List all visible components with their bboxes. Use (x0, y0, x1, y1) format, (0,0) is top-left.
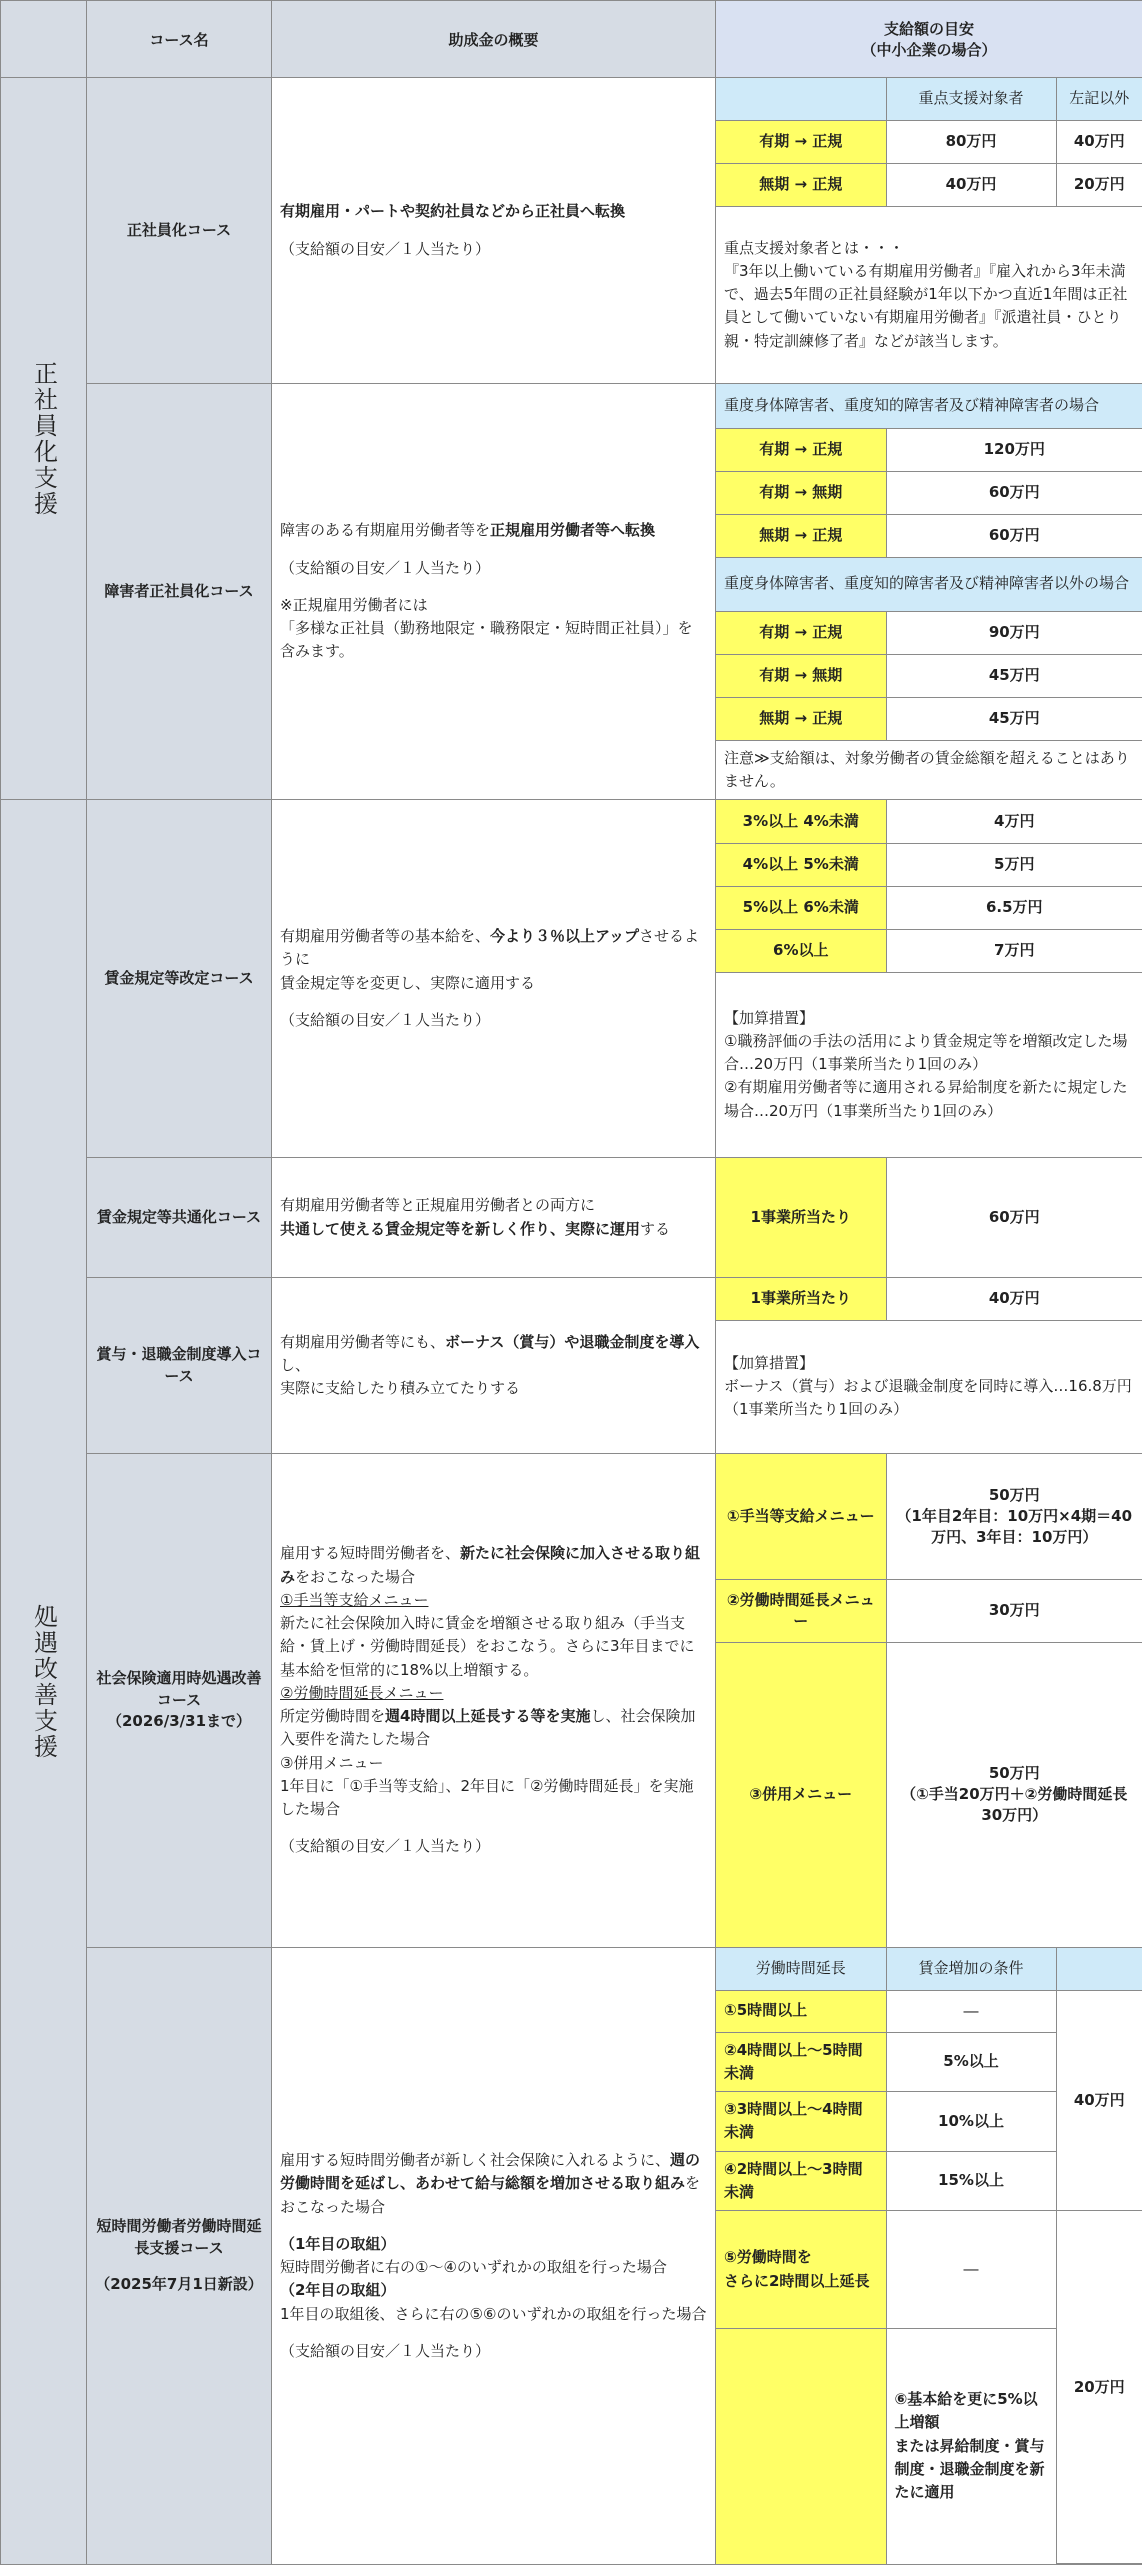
amount: 90万円 (886, 611, 1142, 654)
course-description: 雇用する短時間労働者を、新たに社会保険に加入させる取り組みをおこなった場合 ①手当等支給メニュー 新たに社会保険加入時に賃金を増額させる取り組み（手当支給・賃上げ・労働時間延長）をおこなう。さらに3年目までに基本給を恒常的に18%以上増額する。 ②労働時間延長メニュー 所定労働時間を週4時間以上延長する等を実施し、社会保険加入要件を満たした場合 ③併用メニュー 1年目に「①手当等支給」、2年目に「②労働時間延長」を実施した場合 （支給額の目安／１人当たり） (272, 1454, 716, 1948)
amount: 50万円 （①手当20万円＋②労働時間延長30万円） (886, 1642, 1142, 1947)
course-row-tanjikan (1, 1948, 1142, 2565)
course-row-seishainka (1, 78, 1142, 384)
payment-cell (716, 1948, 1142, 2565)
course-description: 有期雇用労働者等の基本給を、今より３％以上アップさせるように 賃金規定等を変更し、実際に適用する （支給額の目安／１人当たり） (272, 800, 716, 1158)
row-label: ①5時間以上 (716, 1990, 886, 2032)
amount: 30万円 (886, 1579, 1142, 1642)
row-label: 無期 → 正規 (716, 514, 886, 557)
group-heading: 重度身体障害者、重度知的障害者及び精神障害者以外の場合 (716, 557, 1142, 611)
col-priority: 重点支援対象者 (886, 78, 1056, 120)
header-payment-line2: （中小企業の場合） (716, 39, 1142, 60)
amount: 40万円 (886, 1278, 1142, 1320)
amount: 20万円 (1056, 2211, 1142, 2564)
course-name: 賃金規定等共通化コース (87, 1158, 272, 1278)
payment-cell (716, 1158, 1142, 1278)
amount: 60万円 (886, 514, 1142, 557)
row-label: 無期 → 正規 (716, 163, 886, 206)
amount: 6.5万円 (886, 886, 1142, 929)
row-label: 有期 → 無期 (716, 654, 886, 697)
amount: 20万円 (1056, 163, 1142, 206)
course-name: 障害者正社員化コース (87, 384, 272, 800)
payment-table (716, 1454, 1142, 1947)
payment-table (716, 1158, 1142, 1277)
course-row-shogaisha (1, 384, 1142, 800)
course-description: 雇用する短時間労働者が新しく社会保険に入れるように、週の労働時間を延ばし、あわせて給与総額を増加させる取り組みをおこなった場合 （1年目の取組） 短時間労働者に右の①〜④のいずれかの取組を行った場合 （2年目の取組） 1年目の取組後、さらに右の⑤⑥のいずれかの取組を行った場合 （支給額の目安／１人当たり） (272, 1948, 716, 2565)
course-name: 賃金規定等改定コース (87, 800, 272, 1158)
course-name: 短時間労働者労働時間延長支援コース （2025年7月1日新設） (87, 1948, 272, 2565)
payment-table (716, 384, 1142, 799)
row-label: 有期 → 正規 (716, 428, 886, 471)
note: 【加算措置】 ボーナス（賞与）および退職金制度を同時に導入…16.8万円（1事業所当たり1回のみ） (716, 1320, 1142, 1453)
amount: 7万円 (886, 929, 1142, 972)
row-label: ⑤労働時間を さらに2時間以上延長 (716, 2211, 886, 2329)
course-row-kyotsuka (1, 1158, 1142, 1278)
amount: 120万円 (886, 428, 1142, 471)
course-row-shoyo (1, 1278, 1142, 1454)
header-row (1, 1, 1142, 78)
payment-cell (716, 1278, 1142, 1454)
amount: 5万円 (886, 843, 1142, 886)
course-description: 障害のある有期雇用労働者等を正規雇用労働者等へ転換 （支給額の目安／１人当たり） ※正規雇用労働者には 「多様な正社員（勤務地限定・職務限定・短時間正社員）」を含みます。 (272, 384, 716, 800)
note: 【加算措置】 ①職務評価の手法の活用により賃金規定等を増額改定した場合…20万円（1事業所当たり1回のみ） ②有期雇用労働者等に適用される昇給制度を新たに規定した場合…20万円（1事業所当たり1回のみ） (716, 972, 1142, 1157)
note: 重点支援対象者とは・・・ 『3年以上働いている有期雇用労働者』『雇入れから3年未満で、過去5年間の正社員経験が1年以下かつ直近1年間は正社員として働いていない有期雇用労働者』『派遣社員・ひとり親・特定訓練修了者』などが該当します。 (716, 206, 1142, 383)
header-blank (1, 1, 87, 78)
row-label: ②4時間以上〜5時間未満 (716, 2032, 886, 2092)
header-course-name: コース名 (87, 1, 272, 78)
col-other: 左記以外 (1056, 78, 1142, 120)
row-label: ②労働時間延長メニュー (716, 1579, 886, 1642)
course-row-chingin-kaitei (1, 800, 1142, 1158)
amount: 45万円 (886, 654, 1142, 697)
header-payment (716, 1, 1142, 78)
course-row-shakaihoken (1, 1454, 1142, 1948)
condition: ― (886, 2211, 1056, 2329)
group-heading: 重度身体障害者、重度知的障害者及び精神障害者の場合 (716, 384, 1142, 428)
row-label: ③3時間以上〜4時間未満 (716, 2092, 886, 2152)
course-description: 有期雇用労働者等と正規雇用労働者との両方に 共通して使える賃金規定等を新しく作り、実際に運用する (272, 1158, 716, 1278)
row-label: 有期 → 正規 (716, 120, 886, 163)
row-label: ③併用メニュー (716, 1642, 886, 1947)
course-name: 賞与・退職金制度導入コース (87, 1278, 272, 1454)
payment-cell (716, 78, 1142, 384)
course-description: 有期雇用労働者等にも、ボーナス（賞与）や退職金制度を導入し、 実際に支給したり積み立てたりする (272, 1278, 716, 1454)
row-label: 5%以上 6%未満 (716, 886, 886, 929)
payment-cell (716, 1454, 1142, 1948)
row-label: 1事業所当たり (716, 1278, 886, 1320)
condition: 10%以上 (886, 2092, 1056, 2152)
amount: 60万円 (886, 1158, 1142, 1277)
row-label: 無期 → 正規 (716, 697, 886, 740)
amount: 80万円 (886, 120, 1056, 163)
condition: 15%以上 (886, 2151, 1056, 2211)
row-label: 4%以上 5%未満 (716, 843, 886, 886)
payment-table (716, 1278, 1142, 1453)
note: 注意≫支給額は、対象労働者の賃金総額を超えることはありません。 (716, 740, 1142, 799)
col-time: 労働時間延長 (716, 1948, 886, 1990)
payment-table (716, 800, 1142, 1157)
amount: 40万円 (1056, 1990, 1142, 2211)
amount: 45万円 (886, 697, 1142, 740)
row-label-blank (716, 2329, 886, 2564)
category-shogu: 処遇改善支援 (1, 800, 87, 2565)
amount: 60万円 (886, 471, 1142, 514)
course-name: 正社員化コース (87, 78, 272, 384)
row-label: 6%以上 (716, 929, 886, 972)
payment-cell (716, 384, 1142, 800)
amount: 50万円 （1年目2年目：10万円×4期＝40万円、3年目：10万円） (886, 1454, 1142, 1579)
row-label: 有期 → 無期 (716, 471, 886, 514)
header-payment-line1: 支給額の目安 (716, 18, 1142, 39)
amount: 40万円 (1056, 120, 1142, 163)
row-label: ①手当等支給メニュー (716, 1454, 886, 1579)
row-label: 3%以上 4%未満 (716, 800, 886, 843)
col-wage: 賃金増加の条件 (886, 1948, 1056, 1990)
condition: 5%以上 (886, 2032, 1056, 2092)
row-label: 1事業所当たり (716, 1158, 886, 1277)
row-label: ④2時間以上〜3時間未満 (716, 2151, 886, 2211)
amount: 4万円 (886, 800, 1142, 843)
row-label: 有期 → 正規 (716, 611, 886, 654)
condition: ⑥基本給を更に5%以上増額 または昇給制度・賞与制度・退職金制度を新たに適用 (886, 2329, 1056, 2564)
payment-table (716, 78, 1142, 383)
amount: 40万円 (886, 163, 1056, 206)
course-description: 有期雇用・パートや契約社員などから正社員へ転換 （支給額の目安／１人当たり） (272, 78, 716, 384)
category-seishain: 正社員化支援 (1, 78, 87, 800)
payment-cell (716, 800, 1142, 1158)
condition: ― (886, 1990, 1056, 2032)
course-name: 社会保険適用時処遇改善コース （2026/3/31まで） (87, 1454, 272, 1948)
payment-table (716, 1948, 1142, 2564)
header-overview: 助成金の概要 (272, 1, 716, 78)
